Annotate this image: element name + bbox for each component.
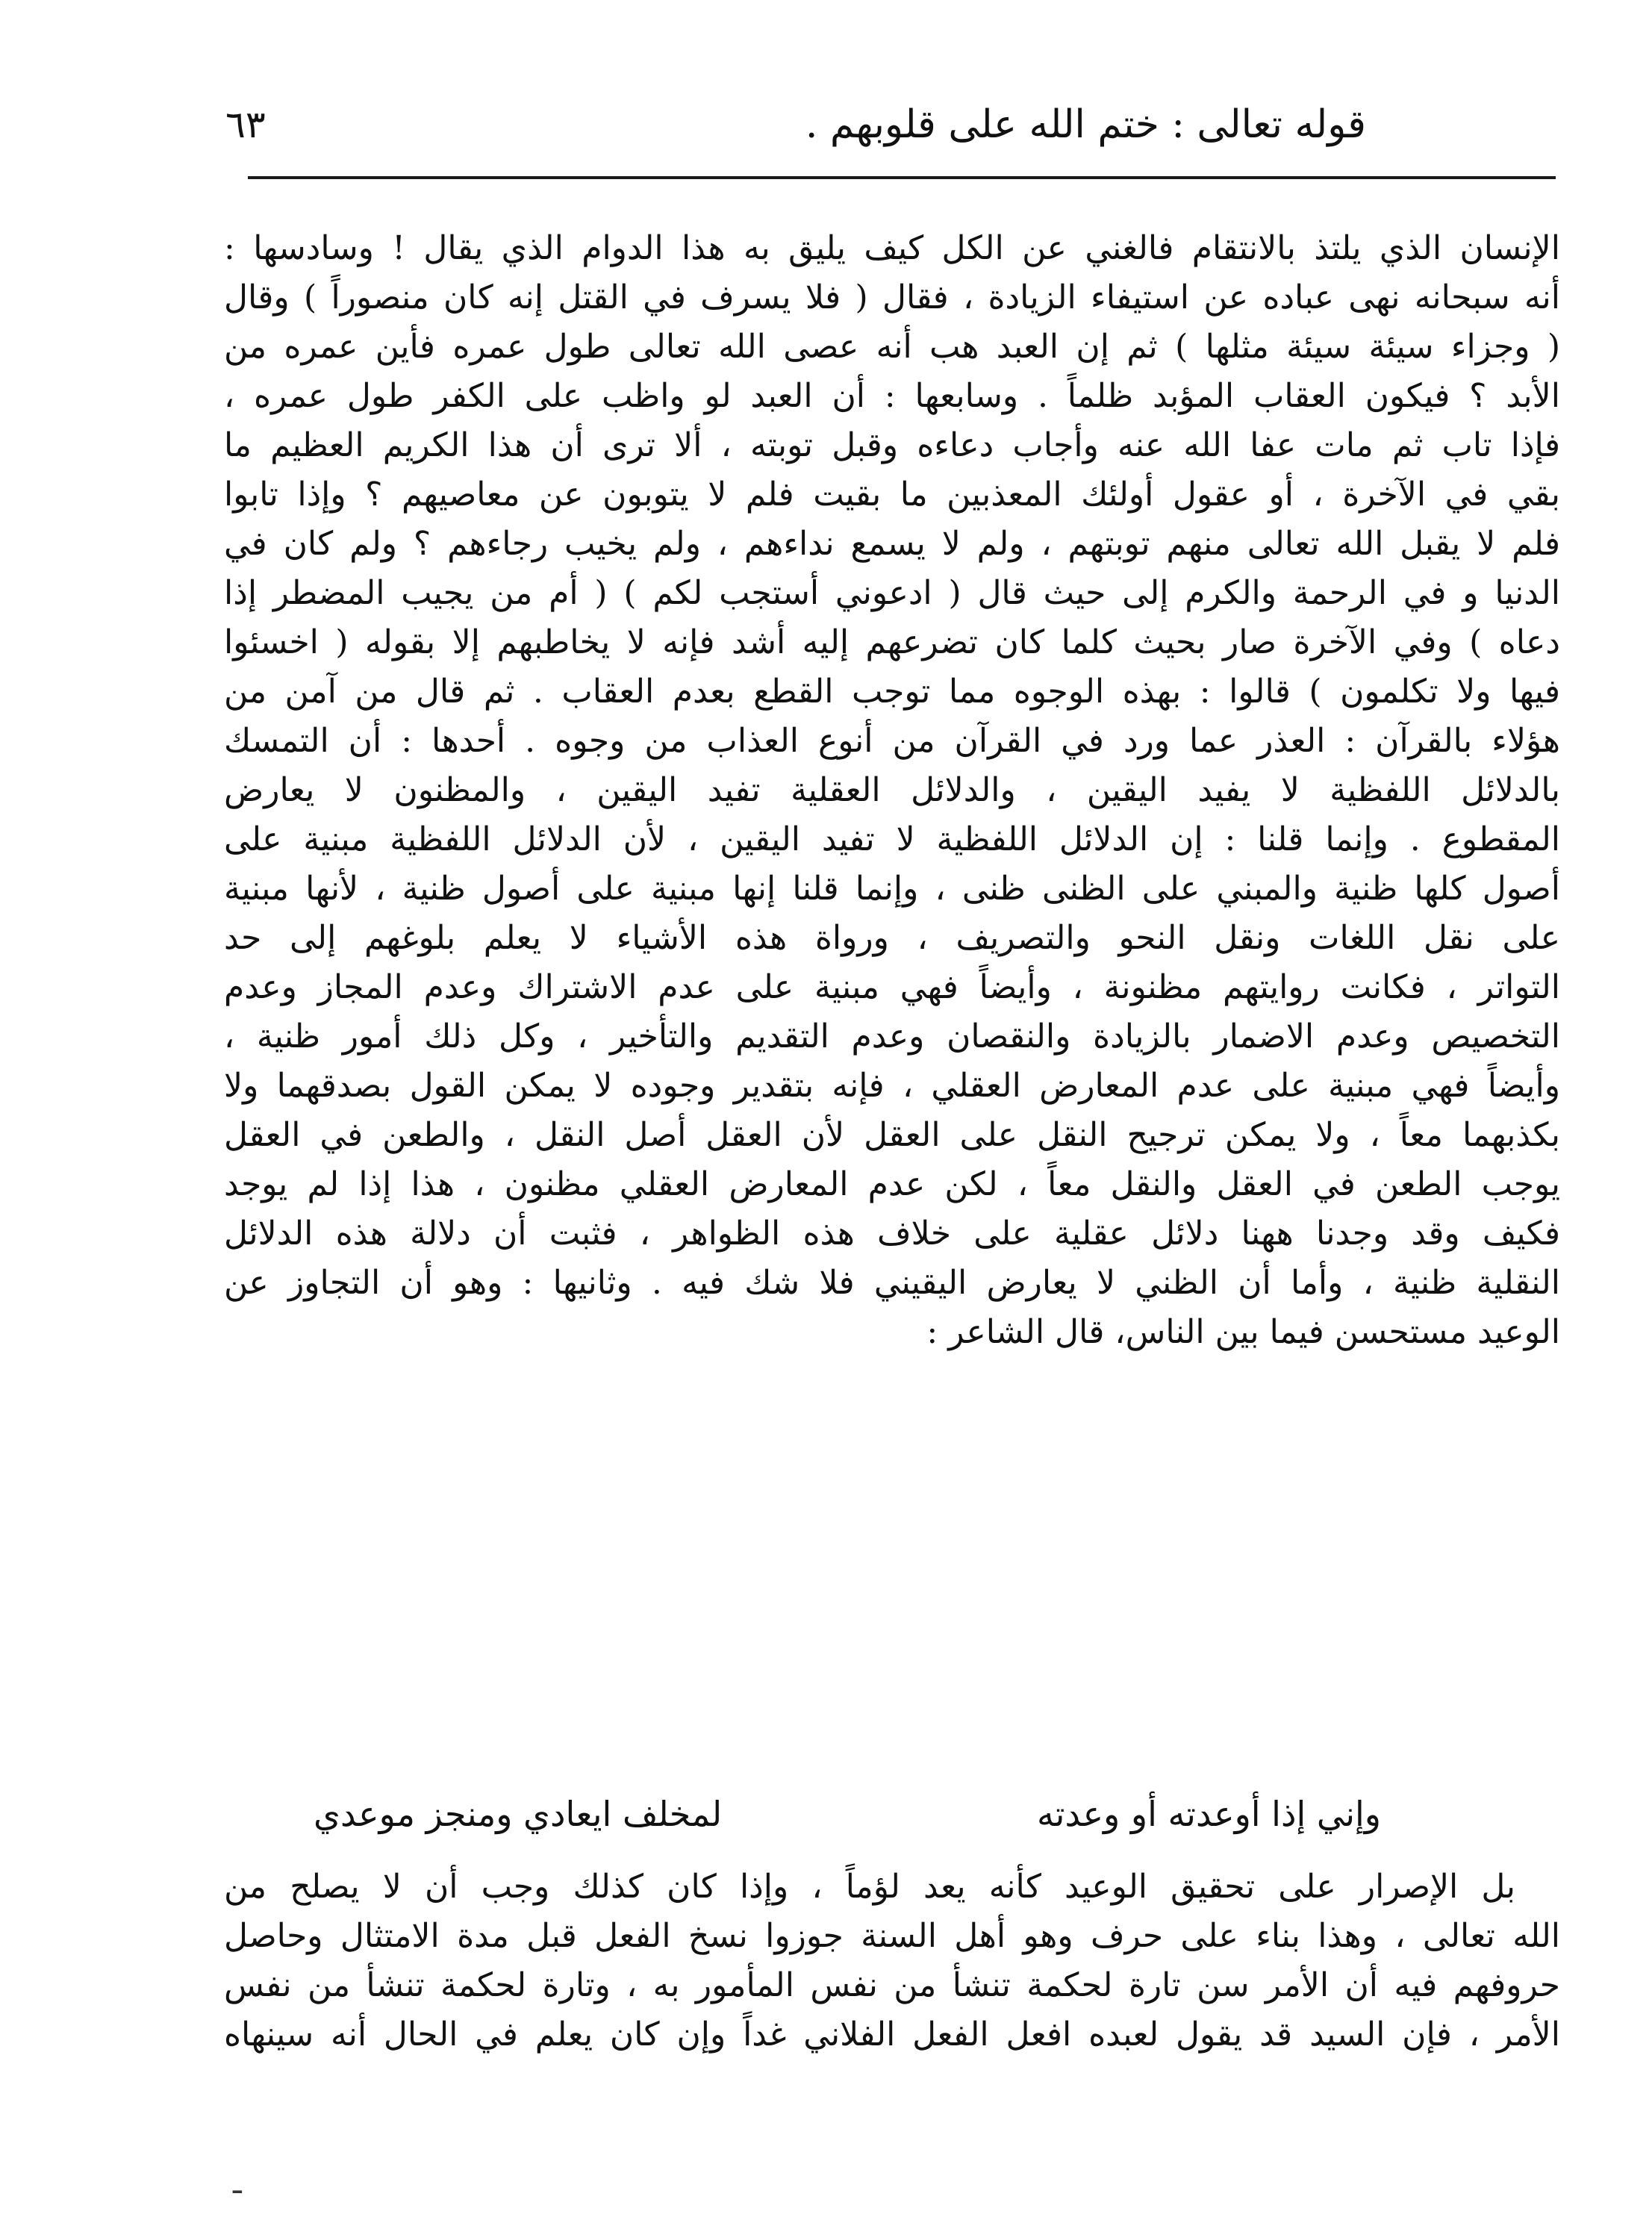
text-line: هؤلاء بالقرآن : العذر عما ورد في القرآن من أنوع العذاب من وجوه . أحدها : أن التمسك [224, 722, 1560, 760]
running-title: قوله تعالى : ختم الله على قلوبهم . [805, 102, 1366, 147]
text-line: فكيف وقد وجدنا ههنا دلائل عقلية على خلاف هذه الظواهر ، فثبت أن دلالة هذه الدلائل [224, 1215, 1560, 1253]
text-line: ( وجزاء سيئة سيئة مثلها ) ثم إن العبد هب أنه عصى الله تعالى طول عمره فأين عمره من [224, 328, 1560, 366]
verse-second-hemistich: لمخلف ايعادي ومنجز موعدي [314, 1794, 723, 1834]
text-line: على نقل اللغات ونقل النحو والتصريف ، ورواة هذه الأشياء لا يعلم بلوغهم إلى حد [224, 919, 1560, 957]
text-line: الوعيد مستحسن فيما بين الناس، قال الشاعر : [926, 1313, 1560, 1351]
text-line: فلم لا يقبل الله تعالى منهم توبتهم ، ولم لا يسمع نداءهم ، ولم يخيب رجاءهم ؟ ولم كان في [224, 525, 1560, 563]
body-text-continued [224, 1862, 1560, 2060]
text-line: دعاه ) وفي الآخرة صار بحيث كلما كان تضرعهم إليه أشد فإنه لا يخاطبهم إلا بقوله ( اخسئوا [224, 623, 1560, 661]
header-rule [248, 176, 1556, 179]
text-line: فيها ولا تكلمون ) قالوا : بهذه الوجوه مما توجب القطع بعدم العقاب . ثم قال من آمن من [224, 673, 1560, 711]
text-line: الإنسان الذي يلتذ بالانتقام فالغني عن الكل كيف يليق به هذا الدوام الذي يقال ! وسادسها : [224, 229, 1560, 267]
text-line: النقلية ظنية ، وأما أن الظني لا يعارض اليقيني فلا شك فيه . وثانيها : وهو أن التجاوز عن [224, 1264, 1560, 1302]
body-text [224, 224, 1560, 1357]
text-line: التخصيص وعدم الاضمار بالزيادة والنقصان وعدم التقديم والتأخير ، وكل ذلك أمور ظنية ، [224, 1017, 1560, 1056]
page-number: ٦٣ [225, 103, 266, 146]
text-line: الأمر ، فإن السيد قد يقول لعبده افعل الفعل الفلاني غداً وإن كان يعلم في الحال أنه سينهاه [224, 2015, 1560, 2054]
text-line: وأيضاً فهي مبنية على عدم المعارض العقلي ، فإنه بتقدير وجوده لا يمكن القول بصدقهما ولا [224, 1067, 1560, 1105]
text-line: بالدلائل اللفظية لا يفيد اليقين ، والدلائل العقلية تفيد اليقين ، والمظنون لا يعارض [224, 771, 1560, 809]
text-line: أنه سبحانه نهى عباده عن استيفاء الزيادة ، فقال ( فلا يسرف في القتل إنه كان منصوراً ) وقال [224, 278, 1560, 317]
verse-first-hemistich: وإني إذا أوعدته أو وعدته [1037, 1794, 1381, 1834]
text-line: بقي في الآخرة ، أو عقول أولئك المعذبين ما بقيت فلم لا يتوبون عن معاصيهم ؟ وإذا تابوا [224, 476, 1560, 514]
text-line: أصول كلها ظنية والمبني على الظنى ظنى ، وإنما قلنا إنها مبنية على أصول ظنية ، لأنها مبنية [224, 870, 1560, 908]
text-line: بل الإصرار على تحقيق الوعيد كأنه يعد لؤماً ، وإذا كان كذلك وجب أن لا يصلح من [224, 1868, 1515, 1906]
footer-mark: ـ [233, 2166, 242, 2201]
text-line: بكذبهما معاً ، ولا يمكن ترجيح النقل على العقل لأن العقل أصل النقل ، والطعن في العقل [224, 1116, 1560, 1154]
text-line: الدنيا و في الرحمة والكرم إلى حيث قال ( ادعوني أستجب لكم ) ( أم من يجيب المضطر إذا [224, 574, 1560, 612]
text-line: حروفهم فيه أن الأمر سن تارة لحكمة تنشأ من نفس المأمور به ، وتارة لحكمة تنشأ من نفس [224, 1966, 1560, 2004]
text-line: المقطوع . وإنما قلنا : إن الدلائل اللفظية لا تفيد اليقين ، لأن الدلائل اللفظية مبنية على [224, 820, 1560, 858]
text-line: يوجب الطعن في العقل والنقل معاً ، لكن عدم المعارض العقلي مظنون ، هذا إذا لم يوجد [224, 1165, 1560, 1203]
text-line: الله تعالى ، وهذا بناء على حرف وهو أهل السنة جوزوا نسخ الفعل قبل مدة الامتثال وحاصل [224, 1917, 1560, 1955]
text-line: الأبد ؟ فيكون العقاب المؤبد ظلماً . وسابعها : أن العبد لو واظب على الكفر طول عمره ، [224, 377, 1560, 415]
text-line: فإذا تاب ثم مات عفا الله عنه وأجاب دعاءه وقبل توبته ، ألا ترى أن هذا الكريم العظيم ما [224, 426, 1560, 464]
text-line: التواتر ، فكانت روايتهم مظنونة ، وأيضاً فهي مبنية على عدم الاشتراك وعدم المجاز وعدم [224, 968, 1560, 1006]
poetry-verse [314, 1784, 1381, 1844]
page-header [216, 90, 1575, 172]
